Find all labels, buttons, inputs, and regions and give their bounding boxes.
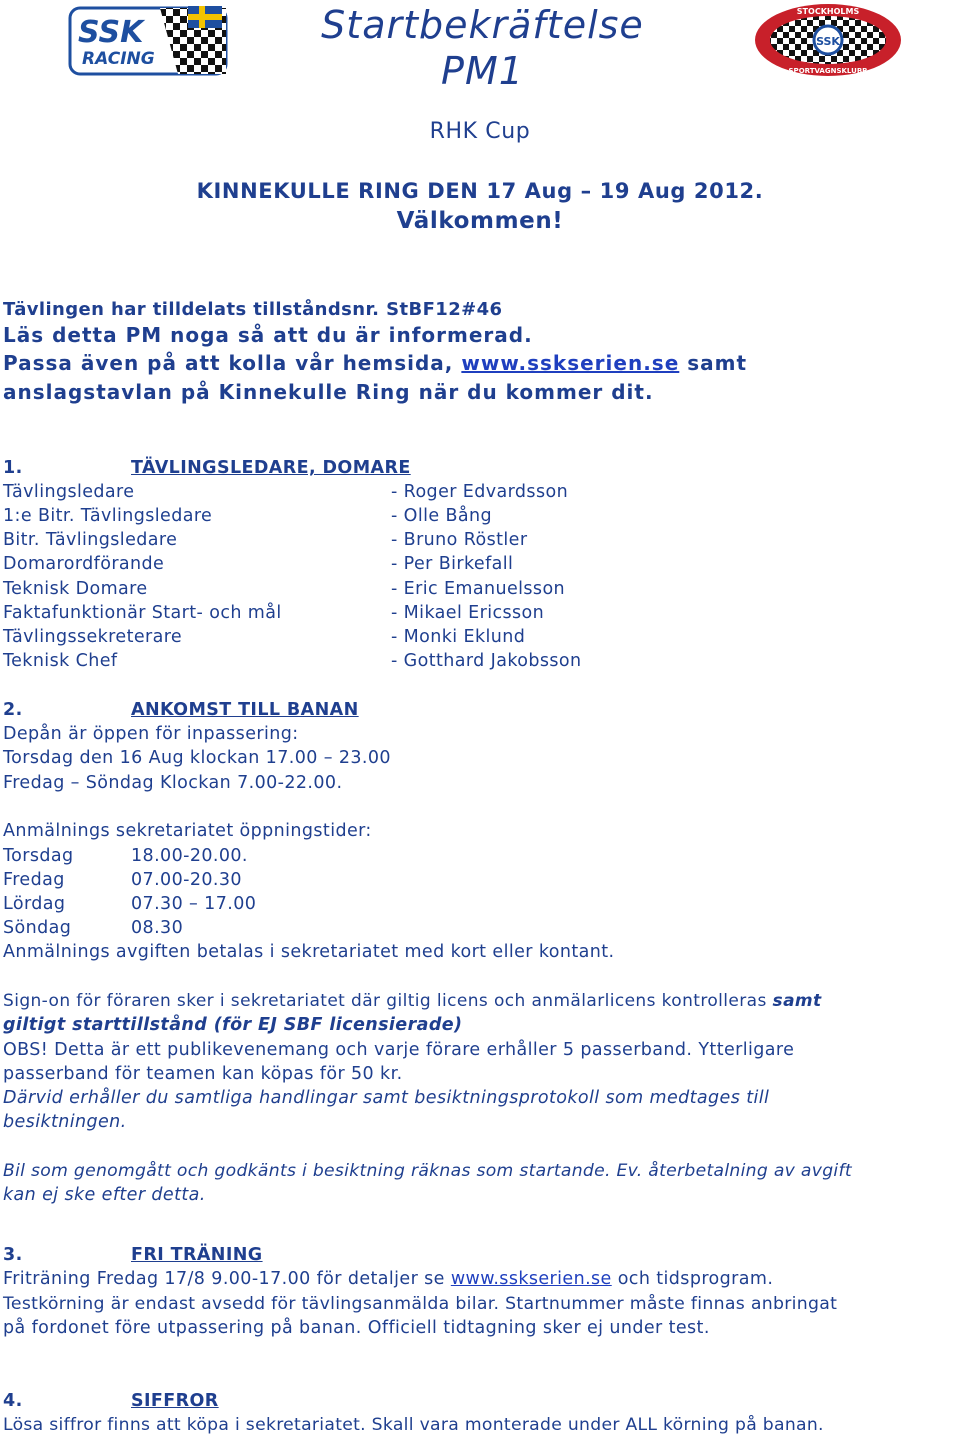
official-role: Teknisk Domare	[3, 579, 148, 599]
title-line-1: Startbekräftelse	[321, 3, 644, 47]
venue-dates: KINNEKULLE RING DEN 17 Aug – 19 Aug 2012.	[196, 179, 764, 203]
free-practice-link[interactable]: www.sskserien.se	[450, 1269, 612, 1289]
official-role: Tävlingssekreterare	[3, 627, 183, 647]
documents-line-1: Därvid erhåller du samtliga handlingar samt besiktningsprotokoll som medtages till	[3, 1088, 770, 1108]
cup-name: RHK Cup	[429, 119, 531, 144]
official-name: - Bruno Röstler	[391, 530, 528, 550]
section-4-number: 4.	[3, 1391, 23, 1411]
numbers-line: Lösa siffror finns att köpa i sekretariatet. Skall vara monterade under ALL körning på banan.	[3, 1415, 824, 1435]
section-3-number: 3.	[3, 1245, 23, 1265]
document-title	[280, 2, 685, 94]
testing-line-1: Testkörning är endast avsedd för tävlingsanmälda bilar. Startnummer måste finnas anbringat	[3, 1294, 838, 1314]
office-time: 07.30 – 17.00	[131, 894, 257, 914]
website-line	[3, 350, 747, 376]
official-name: - Roger Edvardsson	[391, 482, 569, 502]
office-hours-row	[3, 892, 256, 916]
pit-open-line: Depån är öppen för inpassering:	[3, 724, 299, 744]
title-line-2: PM1	[441, 49, 524, 93]
official-role: Teknisk Chef	[3, 651, 118, 671]
website-link[interactable]: www.sskserien.se	[461, 351, 680, 375]
official-row	[0, 577, 960, 601]
official-name: - Mikael Ericsson	[391, 603, 545, 623]
official-name: - Per Birkefall	[391, 554, 514, 574]
section-2-heading	[3, 698, 359, 722]
official-row	[0, 649, 960, 673]
official-role: Bitr. Tävlingsledare	[3, 530, 178, 550]
official-role: 1:e Bitr. Tävlingsledare	[3, 506, 213, 526]
website-line-text: Passa även på att kolla vår hemsida,	[3, 351, 462, 375]
svg-text:STOCKHOLMS: STOCKHOLMS	[796, 7, 860, 16]
inspection-line-2: kan ej ske efter detta.	[3, 1185, 206, 1205]
ssk-racing-logo	[68, 2, 228, 82]
free-practice-line	[3, 1267, 773, 1291]
section-2-number: 2.	[3, 700, 23, 720]
free-practice-text: Friträning Fredag 17/8 9.00-17.00 för detaljer se	[3, 1269, 451, 1289]
noticeboard-line: anslagstavlan på Kinnekulle Ring när du kommer dit.	[3, 380, 654, 404]
office-time: 18.00-20.00.	[131, 846, 248, 866]
official-row	[0, 480, 960, 504]
svg-text:SPORTVAGNSKLUBB: SPORTVAGNSKLUBB	[788, 67, 868, 75]
section-3-heading	[3, 1243, 263, 1267]
official-role: Faktafunktionär Start- och mål	[3, 603, 282, 623]
section-1-number: 1.	[3, 458, 23, 478]
section-4-title: SIFFROR	[131, 1391, 219, 1411]
office-time: 07.00-20.30	[131, 870, 242, 890]
section-2-title: ANKOMST TILL BANAN	[131, 700, 359, 720]
website-line-suffix: samt	[679, 351, 748, 375]
documents-line-2: besiktningen.	[3, 1112, 127, 1132]
officials-list	[0, 480, 960, 674]
inspection-line-1: Bil som genomgått och godkänts i besiktning räknas som startande. Ev. återbetalning av avgift	[3, 1161, 852, 1181]
svg-text:RACING: RACING	[82, 49, 155, 69]
obs-line-2: passerband för teamen kan köpas för 50 kr.	[3, 1064, 403, 1084]
free-practice-suffix: och tidsprogram.	[611, 1269, 774, 1289]
official-name: - Gotthard Jakobsson	[391, 651, 582, 671]
signon-emphasis: samt	[772, 991, 822, 1011]
official-row	[0, 625, 960, 649]
thursday-hours-line: Torsdag den 16 Aug klockan 17.00 – 23.00	[3, 748, 391, 768]
read-carefully-line: Läs detta PM noga så att du är informerad.	[3, 323, 533, 347]
official-row	[0, 504, 960, 528]
office-day: Lördag	[3, 894, 66, 914]
section-4-heading	[3, 1389, 219, 1413]
office-day: Fredag	[3, 870, 65, 890]
signon-line	[3, 989, 822, 1013]
signon-emphasis-line: giltigt starttillstånd (för EJ SBF licensierade)	[3, 1015, 463, 1035]
fee-note: Anmälnings avgiften betalas i sekretariatet med kort eller kontant.	[3, 942, 615, 962]
official-row	[0, 552, 960, 576]
permit-line: Tävlingen har tilldelats tillståndsnr. StBF12#46	[3, 299, 503, 320]
official-role: Domarordförande	[3, 554, 165, 574]
svg-text:SSK: SSK	[816, 35, 840, 48]
section-1-title: TÄVLINGSLEDARE, DOMARE	[131, 458, 411, 478]
official-row	[0, 601, 960, 625]
svg-text:SSK: SSK	[78, 15, 144, 50]
office-day: Torsdag	[3, 846, 74, 866]
obs-line-1: OBS! Detta är ett publikevenemang och varje förare erhåller 5 passerband. Ytterligare	[3, 1040, 795, 1060]
official-name: - Eric Emanuelsson	[391, 579, 566, 599]
official-name: - Olle Bång	[391, 506, 493, 526]
section-3-title: FRI TRÄNING	[131, 1245, 263, 1265]
fri-sun-hours-line: Fredag – Söndag Klockan 7.00-22.00.	[3, 773, 343, 793]
office-hours-row	[3, 844, 248, 868]
office-hours-row	[3, 868, 242, 892]
office-day: Söndag	[3, 918, 72, 938]
official-row	[0, 528, 960, 552]
office-time: 08.30	[131, 918, 184, 938]
official-role: Tävlingsledare	[3, 482, 135, 502]
testing-line-2: på fordonet före utpassering på banan. Officiell tidtagning sker ej under test.	[3, 1318, 710, 1338]
stockholms-sportvagnsklubb-logo	[753, 2, 903, 78]
office-hours-row	[3, 916, 183, 940]
section-1-heading	[3, 456, 411, 480]
official-name: - Monki Eklund	[391, 627, 526, 647]
office-hours-heading: Anmälnings sekretariatet öppningstider:	[3, 821, 372, 841]
welcome-heading: Välkommen!	[396, 208, 564, 234]
signon-text: Sign-on för föraren sker i sekretariatet där giltig licens och anmälarlicens kontrolleras	[3, 991, 773, 1011]
